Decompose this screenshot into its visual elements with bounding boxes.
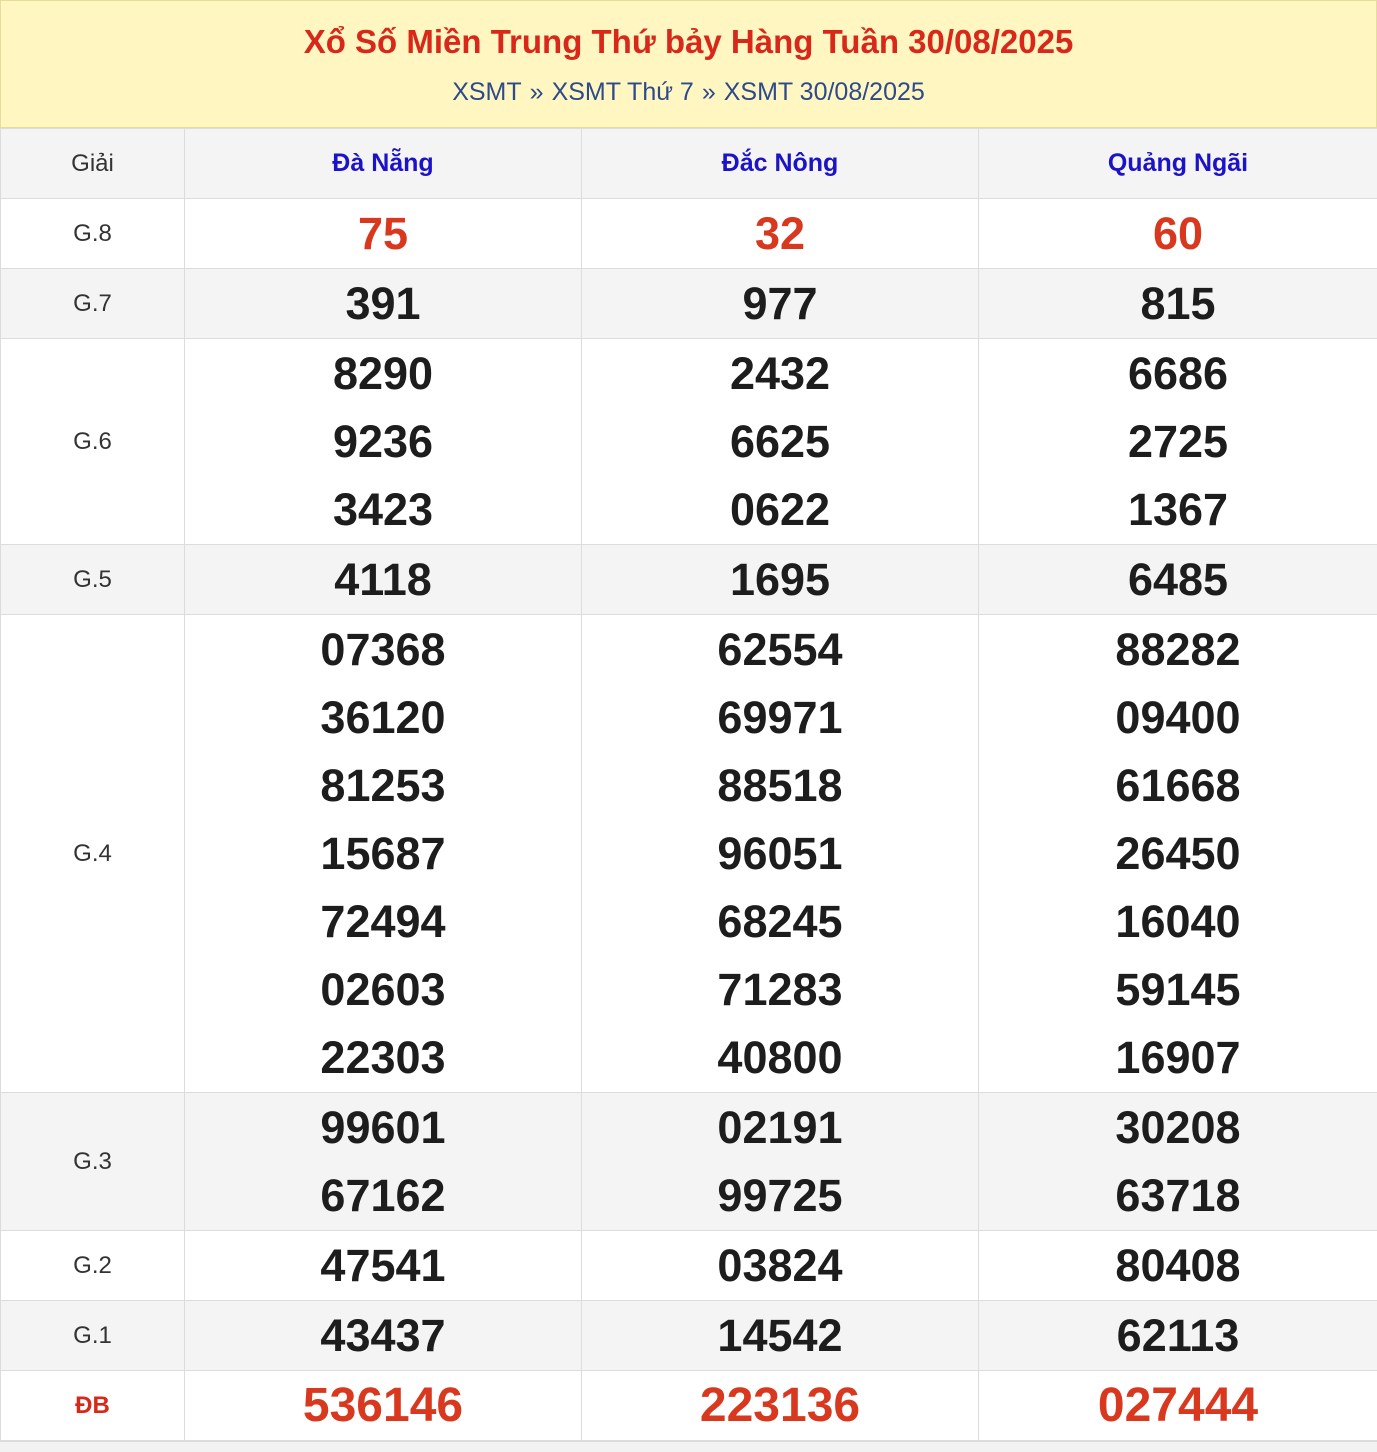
result-number: 62113 <box>1116 1309 1240 1361</box>
result-number: 07368 <box>320 623 446 675</box>
prize-label: G.4 <box>73 839 112 867</box>
result-cell <box>582 1231 979 1301</box>
prize-label: G.8 <box>73 219 112 247</box>
result-number: 67162 <box>320 1169 446 1221</box>
prize-column-header <box>1 129 185 199</box>
result-cell <box>582 1301 979 1371</box>
result-number: 71283 <box>717 963 843 1015</box>
result-number: 09400 <box>1115 691 1241 743</box>
result-number: 8290 <box>332 347 434 399</box>
result-cell <box>979 1093 1377 1231</box>
result-number: 88282 <box>1115 623 1241 675</box>
result-number: 63718 <box>1115 1169 1241 1221</box>
result-cell <box>979 545 1377 615</box>
result-number: 1367 <box>1127 483 1229 535</box>
result-number: 14542 <box>717 1309 843 1361</box>
result-number: 02603 <box>320 963 446 1015</box>
table-bottom-border <box>0 1441 1377 1452</box>
table-row <box>1 1231 1377 1301</box>
result-cell <box>185 1301 582 1371</box>
result-number: 69971 <box>717 691 843 743</box>
result-number: 391 <box>345 277 421 329</box>
table-row <box>1 1301 1377 1371</box>
prize-label: G.3 <box>73 1147 112 1175</box>
result-cell <box>582 199 979 269</box>
result-cell <box>979 199 1377 269</box>
result-number: 9236 <box>332 415 434 467</box>
result-number: 99725 <box>717 1169 843 1221</box>
result-cell <box>582 269 979 339</box>
result-number: 75 <box>357 207 409 259</box>
result-cell <box>185 199 582 269</box>
breadcrumb <box>1 78 1376 107</box>
result-cell <box>185 1093 582 1231</box>
prize-label-cell <box>1 1371 185 1441</box>
table-header-row <box>1 129 1377 199</box>
result-number: 977 <box>742 277 818 329</box>
province-name[interactable]: Đà Nẵng <box>332 149 434 177</box>
result-cell <box>582 1371 979 1441</box>
result-number: 16907 <box>1115 1031 1241 1083</box>
result-number: 47541 <box>320 1239 446 1291</box>
table-row <box>1 269 1377 339</box>
breadcrumb-xsmt-thu-7[interactable]: XSMT Thứ 7 <box>551 78 694 106</box>
result-number: 40800 <box>717 1031 843 1083</box>
result-number: 0622 <box>729 483 831 535</box>
breadcrumb-separator: » <box>701 78 716 106</box>
result-number: 80408 <box>1115 1239 1241 1291</box>
result-number: 2432 <box>729 347 831 399</box>
result-number: 43437 <box>320 1309 446 1361</box>
result-cell <box>582 545 979 615</box>
table-row <box>1 615 1377 1093</box>
prize-label-cell <box>1 1231 185 1301</box>
result-number: 6625 <box>729 415 831 467</box>
page-title: Xổ Số Miền Trung Thứ bảy Hàng Tuần 30/08/2025 <box>303 23 1074 60</box>
result-number: 027444 <box>1097 1378 1259 1432</box>
prize-label: G.5 <box>73 565 112 593</box>
province-name[interactable]: Quảng Ngãi <box>1107 149 1249 177</box>
result-number: 03824 <box>717 1239 843 1291</box>
breadcrumb-separator: » <box>529 78 544 106</box>
prize-label: G.2 <box>73 1251 112 1279</box>
prize-label-cell <box>1 269 185 339</box>
result-cell <box>185 269 582 339</box>
result-cell <box>185 545 582 615</box>
result-number: 62554 <box>717 623 843 675</box>
result-number: 36120 <box>320 691 446 743</box>
result-number: 61668 <box>1115 759 1241 811</box>
result-number: 1695 <box>729 553 831 605</box>
result-number: 6485 <box>1127 553 1229 605</box>
prize-label-cell <box>1 545 185 615</box>
result-cell <box>979 269 1377 339</box>
result-cell <box>979 339 1377 545</box>
result-number: 72494 <box>320 895 446 947</box>
result-cell <box>185 1371 582 1441</box>
result-number: 6686 <box>1127 347 1229 399</box>
table-row <box>1 339 1377 545</box>
result-cell <box>582 1093 979 1231</box>
table-row <box>1 1371 1377 1441</box>
result-number: 22303 <box>320 1031 446 1083</box>
result-number: 02191 <box>717 1101 843 1153</box>
result-number: 815 <box>1140 277 1216 329</box>
result-number: 60 <box>1152 207 1204 259</box>
table-row <box>1 1093 1377 1231</box>
result-number: 26450 <box>1115 827 1241 879</box>
result-number: 3423 <box>332 483 434 535</box>
result-number: 30208 <box>1115 1101 1241 1153</box>
result-number: 88518 <box>717 759 843 811</box>
result-number: 59145 <box>1115 963 1241 1015</box>
breadcrumb-xsmt[interactable]: XSMT <box>452 78 522 106</box>
result-number: 16040 <box>1115 895 1241 947</box>
result-number: 32 <box>754 207 806 259</box>
prize-label-cell <box>1 1093 185 1231</box>
province-header <box>582 129 979 199</box>
result-cell <box>185 339 582 545</box>
result-number: 96051 <box>717 827 843 879</box>
province-name[interactable]: Đắc Nông <box>721 149 839 177</box>
result-cell <box>185 1231 582 1301</box>
prize-label: G.7 <box>73 289 112 317</box>
result-number: 2725 <box>1127 415 1229 467</box>
result-cell <box>979 615 1377 1093</box>
result-number: 536146 <box>302 1378 464 1432</box>
result-number: 81253 <box>320 759 446 811</box>
breadcrumb-xsmt-date[interactable]: XSMT 30/08/2025 <box>723 78 925 106</box>
results-table <box>0 128 1377 1441</box>
result-cell <box>979 1301 1377 1371</box>
prize-label-cell <box>1 615 185 1093</box>
result-number: 68245 <box>717 895 843 947</box>
prize-label-cell <box>1 339 185 545</box>
prize-label: G.1 <box>73 1321 112 1349</box>
prize-label: ĐB <box>75 1391 110 1419</box>
result-cell <box>979 1231 1377 1301</box>
result-cell <box>582 339 979 545</box>
prize-label: G.6 <box>73 427 112 455</box>
result-cell <box>185 615 582 1093</box>
result-number: 15687 <box>320 827 446 879</box>
results-body <box>1 199 1377 1441</box>
prize-column-header-label: Giải <box>71 149 114 177</box>
prize-label-cell <box>1 199 185 269</box>
result-number: 99601 <box>320 1101 446 1153</box>
prize-label-cell <box>1 1301 185 1371</box>
result-cell <box>979 1371 1377 1441</box>
result-cell <box>582 615 979 1093</box>
table-row <box>1 545 1377 615</box>
results-header <box>0 0 1377 128</box>
province-header <box>185 129 582 199</box>
result-number: 223136 <box>699 1378 861 1432</box>
table-row <box>1 199 1377 269</box>
province-header <box>979 129 1377 199</box>
result-number: 4118 <box>334 553 432 605</box>
